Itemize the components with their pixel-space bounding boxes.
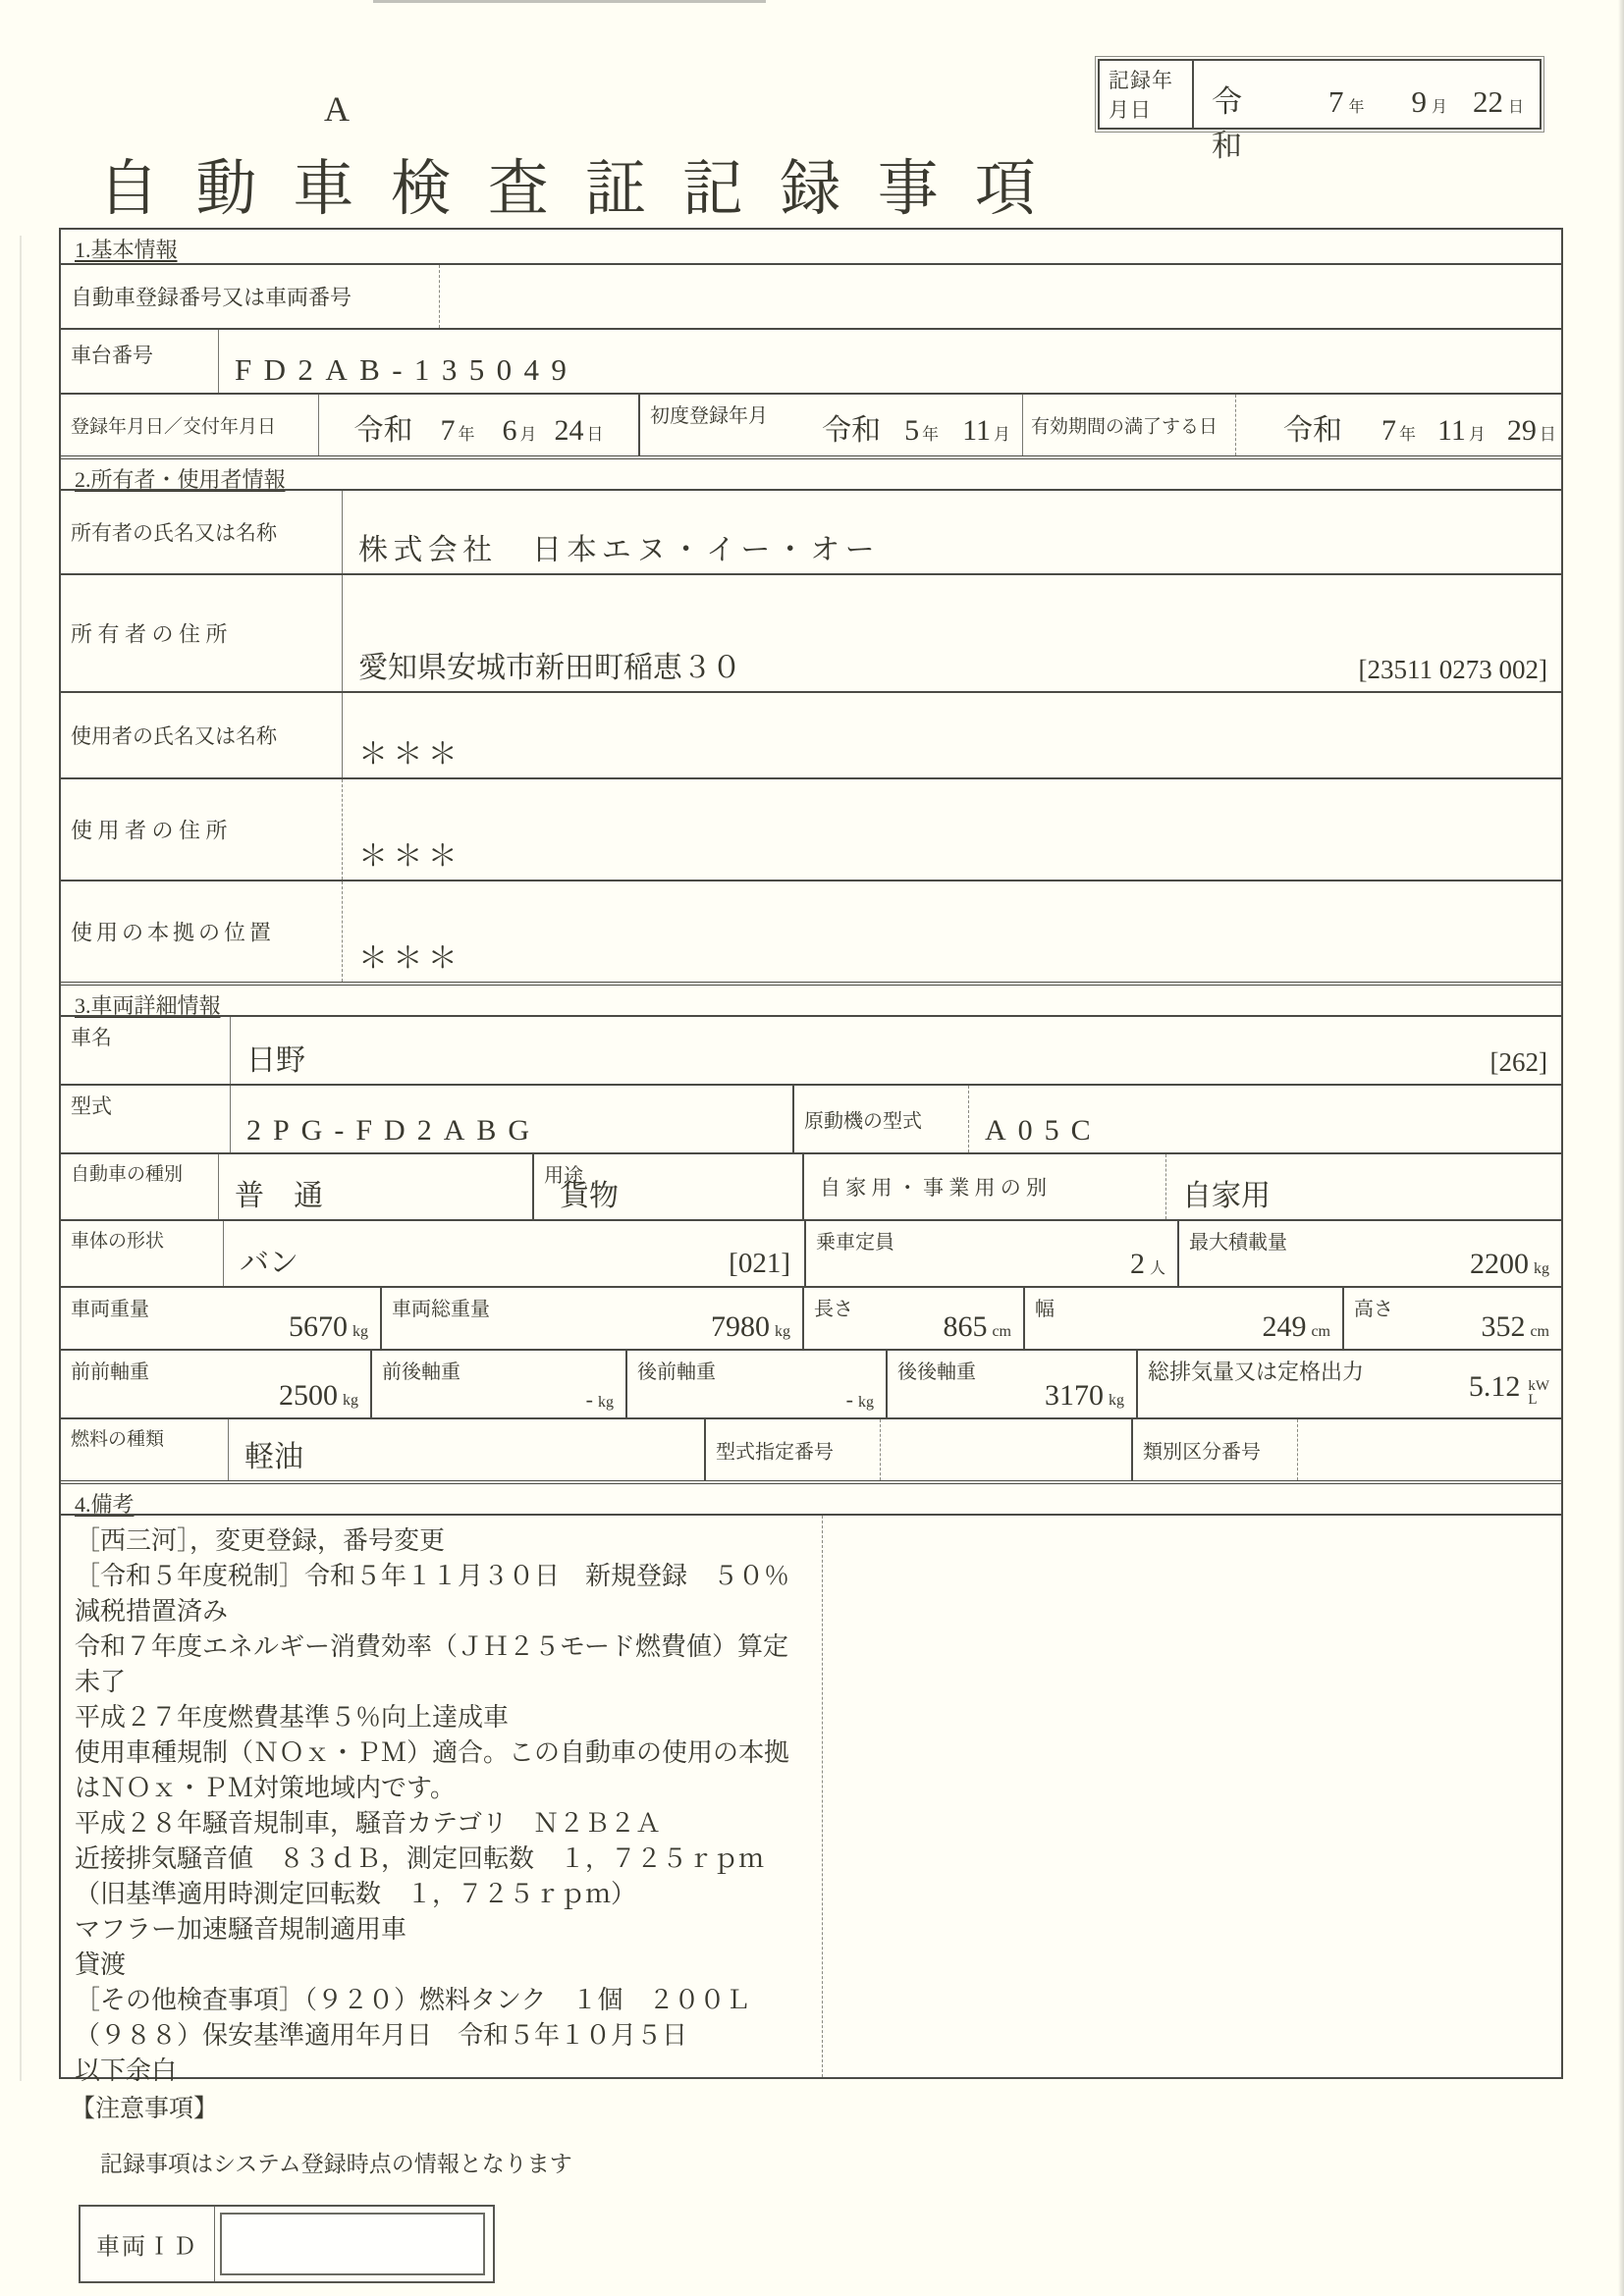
record-date-value: 令和 7 年 9 月 22 日	[1194, 61, 1540, 128]
use-label: 用途	[544, 1165, 583, 1187]
vehicle-weight-label: 車両重量	[71, 1299, 149, 1320]
front-rear-axle-label: 前後軸重	[382, 1362, 460, 1383]
owner-address-label: 所 有 者 の 住 所	[71, 621, 228, 647]
length-value: 865 cm	[943, 1310, 1011, 1343]
remarks-line: 近接排気騒音値 ８３ｄＢ，測定回転数 １，７２５ｒｐｍ	[75, 1844, 765, 1873]
record-date-era: 令和	[1211, 84, 1242, 163]
record-date-day: 22	[1472, 84, 1503, 119]
field-user-address	[61, 777, 1561, 880]
first-registration-label: 初度登録年月	[650, 405, 768, 427]
expiry-date-value: 令和 7 年 11 月 29 日	[1283, 414, 1556, 447]
page-mark: A	[324, 89, 350, 129]
registration-number-label: 自動車登録番号又は車両番号	[71, 285, 352, 310]
gross-weight-label: 車両総重量	[392, 1299, 490, 1320]
user-name-label: 使用者の氏名又は名称	[71, 724, 277, 748]
displacement-label: 総排気量又は定格出力	[1148, 1360, 1365, 1384]
body-shape-value: バン	[240, 1247, 298, 1279]
rear-front-axle-value: - kg	[845, 1387, 874, 1412]
field-weights	[61, 1286, 1561, 1349]
field-body-shape	[61, 1219, 1561, 1286]
fuel-type-value: 軽油	[244, 1441, 303, 1473]
field-registration-number	[61, 263, 1561, 328]
category-value: 普 通	[235, 1180, 323, 1212]
engine-model-label: 原動機の型式	[804, 1110, 922, 1133]
field-category-use	[61, 1152, 1561, 1219]
body-shape-label: 車体の形状	[71, 1231, 165, 1252]
field-owner-name	[61, 489, 1561, 573]
owner-name-label: 所有者の氏名又は名称	[71, 521, 277, 545]
engine-model-value: A05C	[985, 1114, 1103, 1147]
notice-text: 記録事項はシステム登録時点の情報となります	[100, 2152, 572, 2176]
main-table	[59, 228, 1563, 2085]
scan-artifact-right	[1618, 0, 1624, 2296]
first-registration-value: 令和 5 年 11 月	[822, 414, 1010, 447]
remarks-line: 平成２８年騒音規制車，騒音カテゴリ Ｎ２Ｂ２Ａ	[75, 1809, 661, 1838]
chassis-number-value: FD2AB-135049	[235, 352, 579, 387]
max-load-value: 2200 kg	[1470, 1248, 1549, 1280]
remarks-line: 使用車種規制（ＮＯｘ・ＰＭ）適合。この自動車の使用の本拠はＮＯｘ・ＰＭ対策地域内です。	[75, 1738, 790, 1802]
height-value: 352 cm	[1481, 1310, 1549, 1343]
record-date-label: 記録年月日	[1100, 61, 1194, 128]
classification-number-label: 類別区分番号	[1143, 1441, 1261, 1464]
vehicle-id-box	[79, 2205, 495, 2283]
user-address-value: ＊＊＊	[358, 840, 463, 873]
field-user-name	[61, 691, 1561, 777]
user-address-label: 使 用 者 の 住 所	[71, 818, 228, 843]
vehicle-weight-value: 5670 kg	[289, 1310, 368, 1343]
chassis-number-label: 車台番号	[71, 344, 153, 367]
model-label: 型式	[71, 1095, 112, 1118]
field-car-name	[61, 1015, 1561, 1084]
vehicle-id-separator	[214, 2207, 215, 2281]
model-value: 2PG-FD2ABG	[246, 1114, 542, 1147]
car-name-code: [262]	[1489, 1047, 1547, 1077]
front-front-axle-label: 前前軸重	[71, 1362, 149, 1383]
vehicle-id-label: 車両ＩＤ	[96, 2234, 198, 2261]
width-value: 249 cm	[1262, 1310, 1330, 1343]
record-date-year: 7	[1327, 84, 1344, 119]
remarks-line: 平成２７年度燃費基準５％向上達成車	[75, 1703, 510, 1732]
car-name-label: 車名	[71, 1026, 112, 1049]
remarks-line: マフラー加速騒音規制適用車	[75, 1915, 407, 1944]
owner-address-value: 愛知県安城市新田町稲恵３０	[358, 652, 741, 684]
remarks-line: 以下余白	[75, 2056, 178, 2085]
field-model	[61, 1084, 1561, 1152]
section-heading-owner: 2.所有者・使用者情報	[61, 455, 1561, 489]
max-load-label: 最大積載量	[1189, 1232, 1287, 1254]
record-date-box	[1098, 59, 1542, 163]
scan-artifact-top	[373, 0, 766, 3]
field-base-location	[61, 880, 1561, 982]
base-location-label: 使用の本拠の位置	[71, 920, 276, 945]
fuel-type-label: 燃料の種類	[71, 1429, 165, 1450]
length-label: 長さ	[814, 1299, 853, 1320]
type-designation-number-label: 型式指定番号	[716, 1441, 834, 1464]
owner-name-value: 株式会社 日本エヌ・イー・オー	[358, 534, 880, 566]
user-name-value: ＊＊＊	[358, 738, 463, 771]
field-owner-address	[61, 573, 1561, 691]
front-rear-axle-value: - kg	[585, 1387, 614, 1412]
remarks-line: ［その他検査事項］（９２０）燃料タンク １個 ２００Ｌ （９８８）保安基準適用年月日 令和５年１０月５日	[75, 1986, 777, 2050]
notice-heading: 【注意事項】	[71, 2096, 219, 2122]
remarks-line: （旧基準適用時測定回転数 １，７２５ｒｐｍ）	[75, 1880, 637, 1908]
remarks-line: ［令和５年度税制］令和５年１１月３０日 新規登録 ５０％減税措置済み	[75, 1562, 790, 1626]
rear-front-axle-label: 後前軸重	[637, 1362, 716, 1383]
use-value: 貨物	[560, 1180, 619, 1212]
vehicle-id-value	[220, 2213, 485, 2275]
rear-rear-axle-value: 3170 kg	[1045, 1379, 1124, 1412]
remarks-body	[61, 1514, 1561, 2085]
remarks-text-column	[61, 1516, 823, 2085]
rear-rear-axle-label: 後後軸重	[897, 1362, 976, 1383]
record-date-month: 9	[1411, 84, 1427, 119]
car-name-value: 日野	[246, 1044, 305, 1077]
registration-date-value: 令和 7 年 6 月 24 日	[353, 414, 604, 447]
field-fuel-type	[61, 1417, 1561, 1480]
owner-address-code: [23511 0273 002]	[1358, 655, 1547, 684]
body-shape-code: [021]	[729, 1248, 790, 1279]
remarks-line: ［西三河］，変更登録，番号変更	[75, 1526, 446, 1555]
front-front-axle-value: 2500 kg	[279, 1379, 358, 1412]
field-dates	[61, 393, 1561, 455]
capacity-value: 2 人	[1129, 1248, 1165, 1280]
gross-weight-value: 7980 kg	[711, 1310, 790, 1343]
registration-date-label: 登録年月日／交付年月日	[71, 416, 277, 438]
private-business-label: 自 家 用 ・ 事 業 用 の 別	[820, 1176, 1047, 1200]
field-axle-weights	[61, 1349, 1561, 1417]
width-label: 幅	[1035, 1299, 1055, 1320]
capacity-label: 乗車定員	[816, 1232, 894, 1254]
private-business-value: 自家用	[1182, 1180, 1271, 1212]
displacement-value: 5.12 kW L	[1468, 1370, 1549, 1408]
section-heading-vehicle: 3.車両詳細情報	[61, 982, 1561, 1015]
remarks-line: 令和７年度エネルギー消費効率（ＪＨ２５モード燃費値）算定未了	[75, 1632, 788, 1696]
section-heading-basic: 1.基本情報	[75, 238, 178, 262]
scan-artifact-left	[20, 236, 22, 2081]
height-label: 高さ	[1354, 1299, 1393, 1320]
expiry-date-label: 有効期間の満了する日	[1031, 416, 1218, 438]
page-title: 自動車検査証記録事項	[98, 156, 1073, 223]
category-label: 自動車の種別	[71, 1164, 184, 1185]
base-location-value: ＊＊＊	[358, 942, 463, 975]
section-heading-remarks: 4.備考	[61, 1480, 1561, 1514]
remarks-line: 貸渡	[75, 1950, 127, 1979]
field-chassis-number	[61, 328, 1561, 393]
